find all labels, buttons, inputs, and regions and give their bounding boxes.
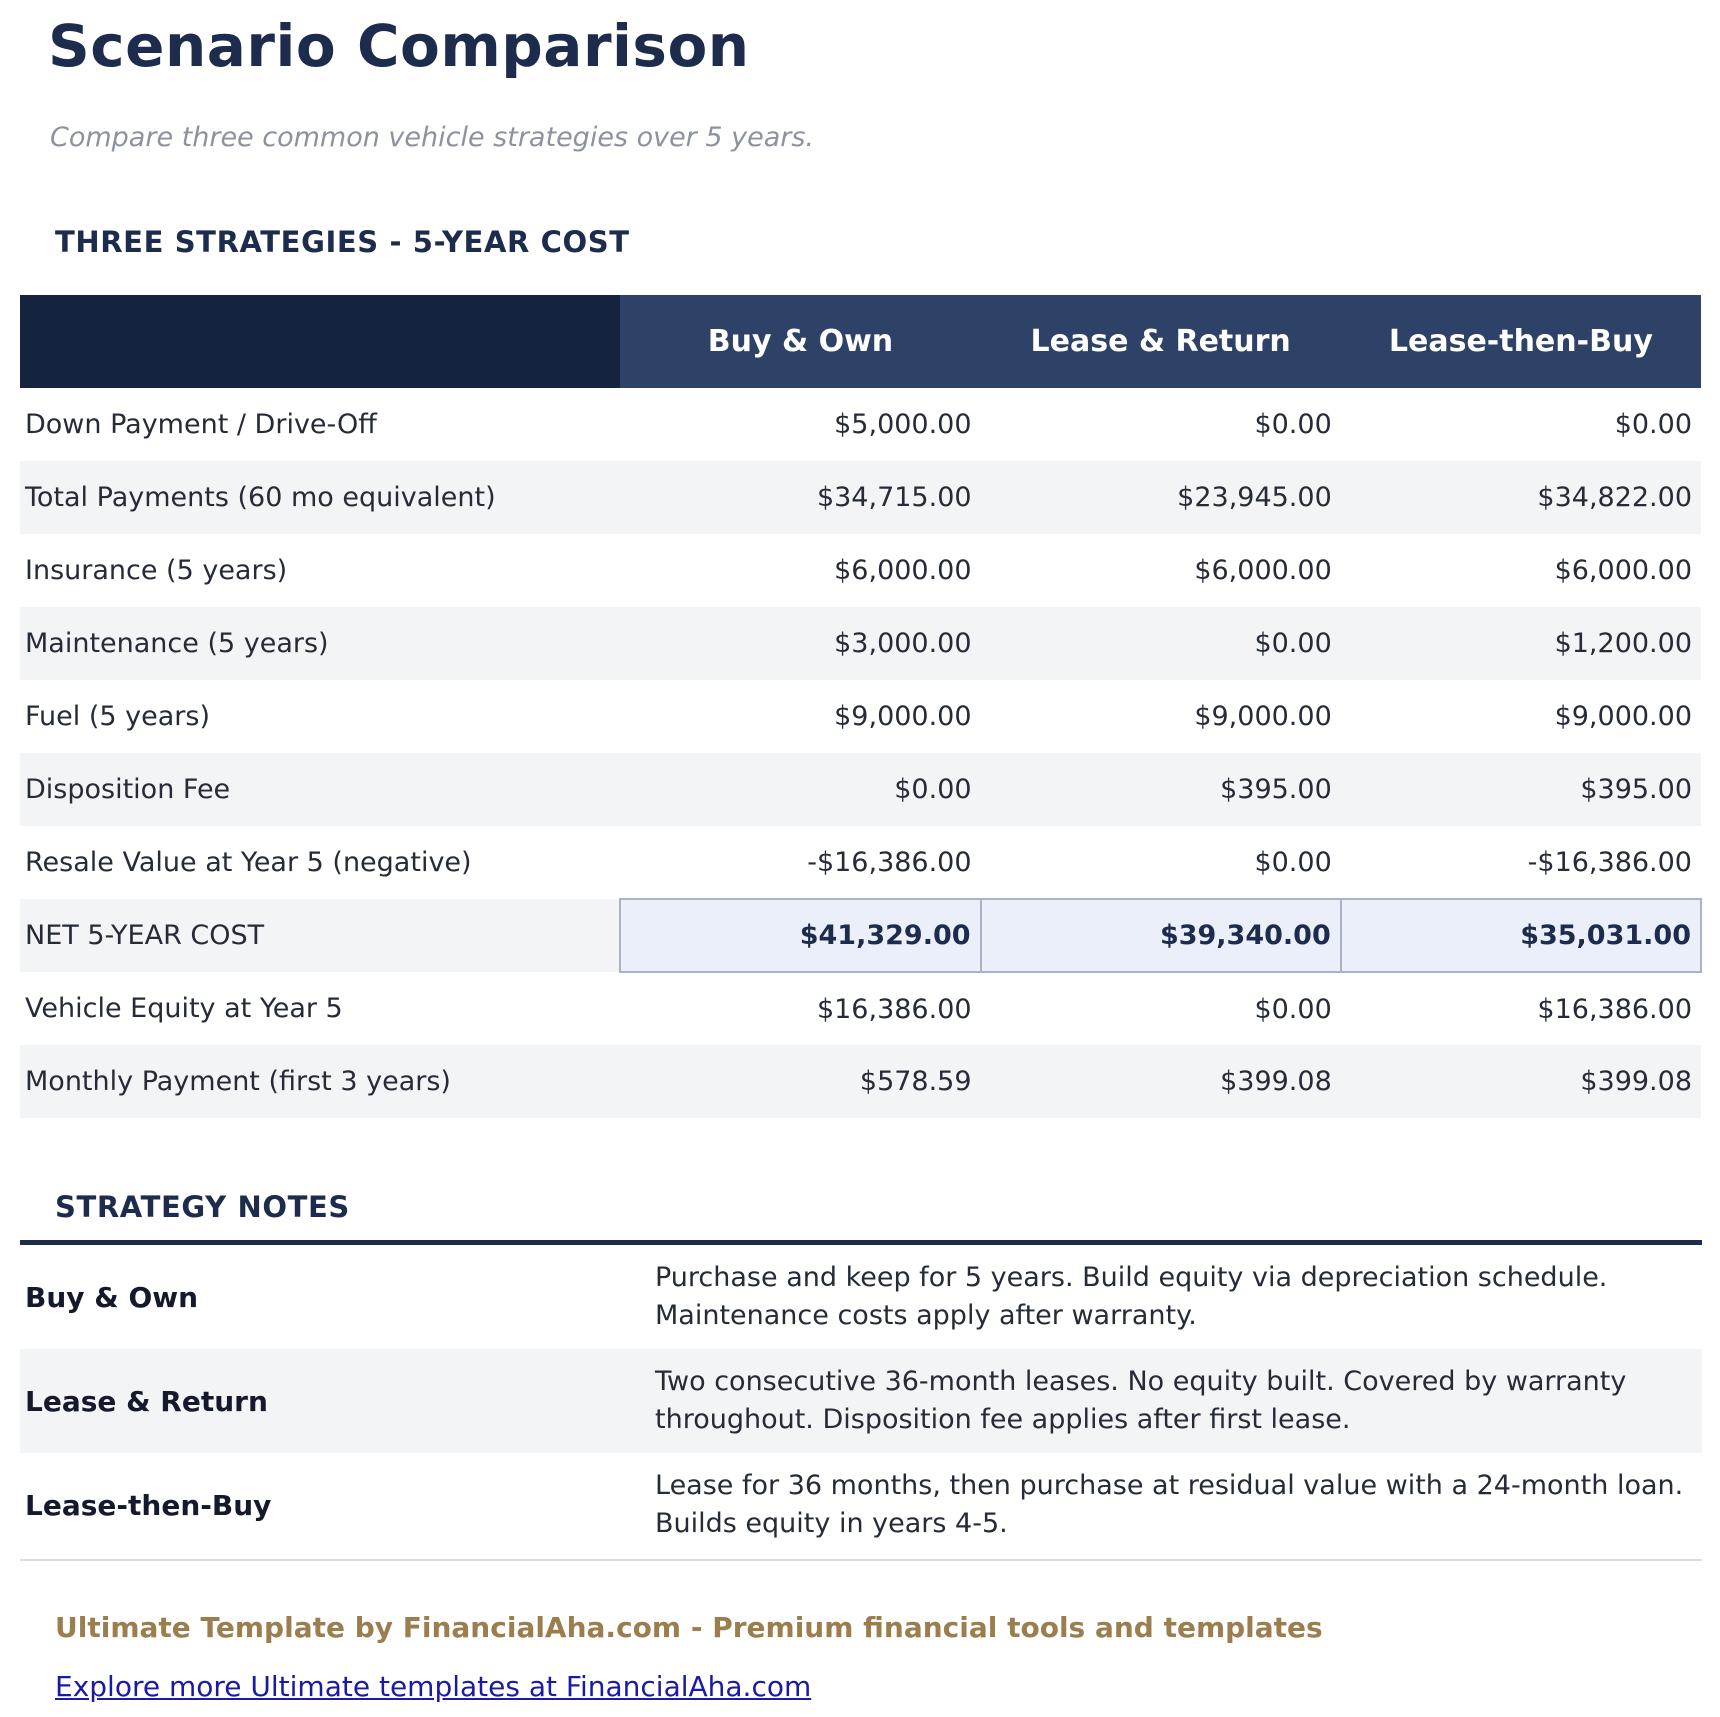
cost-table-row xyxy=(20,972,1701,1045)
cost-table-row xyxy=(20,680,1701,753)
cost-row-value: $23,945.00 xyxy=(981,461,1341,534)
cost-row-value: $9,000.00 xyxy=(834,701,972,732)
page xyxy=(0,12,1720,1717)
cost-row-label: Disposition Fee xyxy=(20,753,620,826)
cost-row-value: $16,386.00 xyxy=(816,993,972,1025)
cost-header-corner-cell xyxy=(20,295,620,388)
cost-row-label: Vehicle Equity at Year 5 xyxy=(25,993,343,1024)
notes-row-text: Purchase and keep for 5 years. Build equity via depreciation schedule. Maintenance costs apply after warranty. xyxy=(655,1261,1608,1331)
cost-row-value: $0.00 xyxy=(1254,409,1332,440)
cost-table xyxy=(20,295,1702,1118)
cost-table-row xyxy=(20,899,1701,972)
cost-column-header: Lease-then-Buy xyxy=(1341,295,1701,388)
cost-table-row xyxy=(20,1045,1701,1118)
footer-link[interactable]: Explore more Ultimate templates at FinancialAha.com xyxy=(55,1670,812,1703)
cost-row-value: $9,000.00 xyxy=(1194,701,1332,732)
cost-row-value: $6,000.00 xyxy=(1554,555,1692,586)
cost-section-title: THREE STRATEGIES - 5-YEAR COST xyxy=(55,225,630,259)
cost-row-value: $395.00 xyxy=(981,753,1341,826)
cost-row-value: $0.00 xyxy=(1614,409,1692,440)
cost-row-value: $3,000.00 xyxy=(620,607,980,680)
cost-row-label: Fuel (5 years) xyxy=(25,701,210,732)
cost-table-row xyxy=(20,607,1701,680)
cost-row-value: $41,329.00 xyxy=(620,899,980,972)
cost-row-value: $0.00 xyxy=(1254,993,1332,1025)
cost-table-row xyxy=(20,388,1701,461)
cost-row-value: $35,031.00 xyxy=(1341,899,1701,972)
notes-table xyxy=(20,1245,1702,1557)
cost-row-value: -$16,386.00 xyxy=(807,846,972,878)
cost-row-value: $6,000.00 xyxy=(834,555,972,586)
cost-row-value: $1,200.00 xyxy=(1341,607,1701,680)
notes-row-text: Lease for 36 months, then purchase at residual value with a 24-month loan. Builds equity in years 4-5. xyxy=(655,1469,1684,1539)
footer-branding: Ultimate Template by FinancialAha.com - Premium financial tools and templates xyxy=(55,1611,1323,1644)
cost-row-value: $16,386.00 xyxy=(1537,993,1692,1025)
cost-row-value: $9,000.00 xyxy=(1554,701,1692,732)
cost-row-value: $399.08 xyxy=(1341,1045,1701,1118)
notes-row xyxy=(20,1349,1702,1453)
cost-table-row xyxy=(20,826,1701,899)
cost-row-label: Maintenance (5 years) xyxy=(20,607,620,680)
page-subtitle: Compare three common vehicle strategies over 5 years. xyxy=(50,122,815,153)
cost-row-label: Resale Value at Year 5 (negative) xyxy=(25,847,472,878)
cost-row-value: $34,822.00 xyxy=(1341,461,1701,534)
notes-row-text: Two consecutive 36-month leases. No equity built. Covered by warranty throughout. Disposition fee applies after first lease. xyxy=(655,1349,1702,1453)
cost-row-label: Down Payment / Drive-Off xyxy=(25,409,377,440)
cost-row-value: $34,715.00 xyxy=(620,461,980,534)
notes-row xyxy=(20,1245,1702,1349)
cost-row-value: -$16,386.00 xyxy=(1527,846,1692,878)
cost-table-row xyxy=(20,753,1701,826)
cost-column-header: Buy & Own xyxy=(620,295,980,388)
cost-table-header-row xyxy=(20,295,1701,388)
cost-row-label: Insurance (5 years) xyxy=(25,555,288,586)
cost-table-row xyxy=(20,461,1701,534)
notes-row xyxy=(20,1453,1702,1557)
cost-row-value: $0.00 xyxy=(620,753,980,826)
cost-row-value: $5,000.00 xyxy=(834,409,972,440)
cost-row-label: Monthly Payment (first 3 years) xyxy=(20,1045,620,1118)
cost-row-label: NET 5-YEAR COST xyxy=(20,899,620,972)
footer-divider xyxy=(20,1559,1702,1561)
cost-row-value: $578.59 xyxy=(620,1045,980,1118)
cost-row-value: $399.08 xyxy=(981,1045,1341,1118)
notes-row-label: Buy & Own xyxy=(25,1280,199,1314)
cost-row-value: $0.00 xyxy=(981,607,1341,680)
page-title: Scenario Comparison xyxy=(48,12,750,80)
notes-section-title: STRATEGY NOTES xyxy=(55,1190,350,1224)
cost-row-value: $395.00 xyxy=(1341,753,1701,826)
cost-row-label: Total Payments (60 mo equivalent) xyxy=(20,461,620,534)
cost-row-value: $0.00 xyxy=(1254,846,1332,878)
cost-row-value: $6,000.00 xyxy=(1194,555,1332,586)
notes-row-label: Lease-then-Buy xyxy=(25,1488,272,1522)
notes-row-label: Lease & Return xyxy=(20,1349,655,1453)
cost-row-value: $39,340.00 xyxy=(981,899,1341,972)
cost-table-row xyxy=(20,534,1701,607)
cost-column-header: Lease & Return xyxy=(981,295,1341,388)
